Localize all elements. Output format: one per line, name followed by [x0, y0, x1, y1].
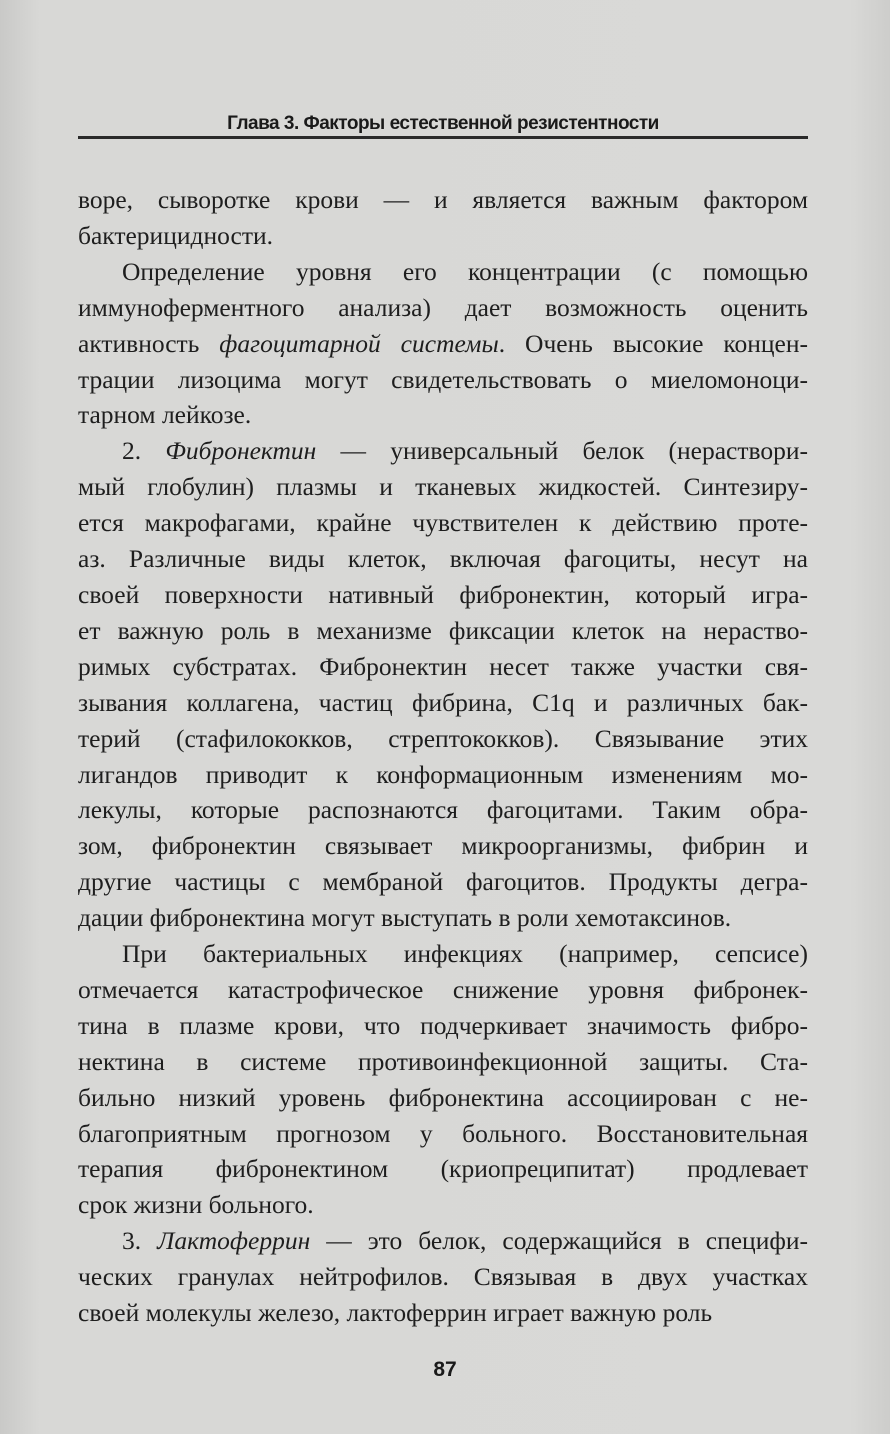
body-text — [78, 182, 808, 1331]
text-line — [78, 792, 808, 828]
text-line — [78, 362, 808, 398]
running-head: Глава 3. Факторы естественной резистентности — [227, 113, 659, 134]
text-line — [78, 936, 808, 972]
text-segment: ется макрофагами, крайне чувствителен к действию проте- — [78, 508, 808, 538]
text-line — [78, 541, 808, 577]
text-segment: — это белок, содержащийся в специфи- — [310, 1226, 808, 1256]
text-segment: ет важную роль в механизме фиксации клеток на нераство- — [78, 615, 808, 645]
text-segment: терапия фибронектином (криопреципитат) продлевает — [78, 1154, 808, 1184]
text-segment: воре, сыворотке крови — и является важным фактором — [78, 185, 808, 214]
text-segment: терий (стафилококков, стрептококков). Связывание этих — [78, 723, 808, 753]
text-segment: ческих гранулах нейтрофилов. Связывая в двух участках — [78, 1262, 808, 1292]
text-segment: срок жизни больного. — [78, 1190, 314, 1220]
text-line — [78, 757, 808, 793]
text-segment: отмечается катастрофическое снижение уровня фибронек- — [78, 974, 808, 1004]
text-segment: лекулы, которые распознаются фагоцитами. Таким обра- — [78, 795, 808, 825]
text-segment: бактерицидности. — [78, 220, 273, 250]
header-rule — [78, 136, 808, 139]
text-line — [78, 1187, 808, 1223]
text-line — [78, 1259, 808, 1295]
text-segment: аз. Различные виды клеток, включая фагоциты, несут на — [78, 544, 808, 574]
text-line — [78, 1295, 808, 1331]
paragraph — [78, 433, 808, 936]
text-segment: зывания коллагена, частиц фибрина, C1q и различных бак- — [78, 687, 808, 717]
text-segment: своей молекулы железо, лактоферрин играет важную роль — [78, 1298, 713, 1328]
text-line — [78, 1116, 808, 1152]
text-line — [78, 254, 808, 290]
text-line — [78, 900, 808, 936]
text-line — [78, 433, 808, 469]
text-line — [78, 864, 808, 900]
text-line — [78, 182, 808, 218]
text-line — [78, 469, 808, 505]
text-segment: нектина в системе противоинфекционной защиты. Ста- — [78, 1046, 808, 1076]
text-line — [78, 1044, 808, 1080]
text-segment: 3. — [122, 1226, 158, 1256]
text-line — [78, 577, 808, 613]
text-line — [78, 721, 808, 757]
paragraph — [78, 936, 808, 1223]
text-line — [78, 1008, 808, 1044]
text-segment: тина в плазме крови, что подчеркивает значимость фибро- — [78, 1010, 808, 1040]
page-number: 87 — [433, 1358, 457, 1381]
text-segment: мый глобулин) плазмы и тканевых жидкостей. Синтезиру- — [78, 472, 808, 502]
italic-term: фагоцитарной системы — [219, 328, 499, 358]
text-line — [78, 290, 808, 326]
text-segment: — универсальный белок (нераствори- — [316, 436, 809, 466]
text-line — [78, 828, 808, 864]
text-segment: трации лизоцима могут свидетельствовать о миеломоноци- — [78, 364, 808, 394]
text-line — [78, 685, 808, 721]
text-line — [78, 218, 808, 254]
text-segment: тарном лейкозе. — [78, 400, 252, 430]
italic-term: Лактоферрин — [157, 1226, 311, 1256]
text-segment: При бактериальных инфекциях (например, сепсисе) — [122, 939, 808, 969]
text-segment: . Очень высокие концен- — [498, 328, 808, 358]
text-line — [78, 1080, 808, 1116]
text-segment: иммуноферментного анализа) дает возможность оценить — [78, 292, 808, 322]
text-segment: бильно низкий уровень фибронектина ассоциирован с не- — [78, 1082, 808, 1112]
paragraph — [78, 1223, 808, 1331]
text-line — [78, 972, 808, 1008]
text-segment: 2. — [122, 436, 166, 466]
text-line — [78, 1151, 808, 1187]
text-line — [78, 613, 808, 649]
text-line — [78, 397, 808, 433]
text-segment: своей поверхности нативный фибронектин, который игра- — [78, 579, 808, 609]
text-segment: другие частицы с мембраной фагоцитов. Продукты дегра- — [78, 867, 808, 897]
italic-term: Фибронектин — [165, 436, 317, 466]
text-segment: лигандов приводит к конформационным изменениям мо- — [78, 759, 808, 789]
text-line — [78, 326, 808, 362]
paragraph — [78, 182, 808, 254]
text-line — [78, 505, 808, 541]
text-line — [78, 1223, 808, 1259]
paragraph — [78, 254, 808, 434]
text-line — [78, 649, 808, 685]
text-segment: римых субстратах. Фибронектин несет также участки свя- — [78, 651, 808, 681]
text-segment: зом, фибронектин связывает микроорганизмы, фибрин и — [78, 831, 808, 861]
text-segment: Определение уровня его концентрации (с помощью — [122, 256, 808, 286]
text-segment: активность — [78, 328, 220, 358]
text-segment: благоприятным прогнозом у больного. Восстановительная — [78, 1118, 808, 1148]
text-segment: дации фибронектина могут выступать в роли хемотаксинов. — [78, 903, 732, 933]
